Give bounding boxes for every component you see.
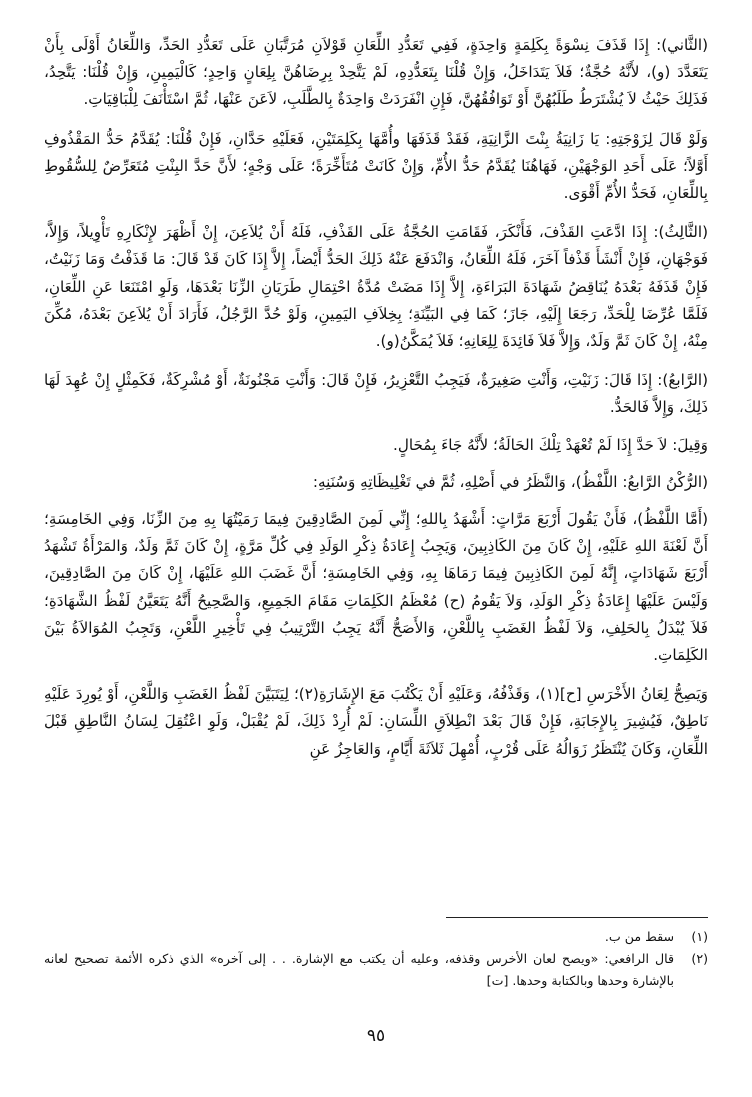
footnotes bbox=[44, 926, 708, 992]
footnote-text: قال الرافعي: «ويصح لعان الأخرس وقذفه، وعليه أن يكتب مع الإشارة. . . إلى آخره» الذي ذكره الأئمة تصحيح لعانه بالإشارة وحدها وبالكتابة وحدها. [ت] bbox=[44, 951, 674, 988]
footnote-item bbox=[44, 948, 708, 992]
footnote-divider bbox=[446, 917, 708, 918]
page-body bbox=[44, 32, 708, 775]
footnote-item bbox=[44, 926, 708, 948]
paragraph-second-issue: (الثَّاني): إِذَا قَذَفَ نِسْوَةً بِكَلِمَةٍ وَاحِدَةٍ، فَفِي تَعَدُّدِ اللِّعَانِ قَوْلاَنِ مُرَتَّبَانِ عَلَى تَعَدُّدِ الحَدِّ، وَاللِّعَانُ أَوْلَى بِأَنْ يَتَعَدَّدَ (و)، لأَنَّهُ حُجَّةٌ؛ فَلاَ يَتَدَاخَلُ، وَإِنْ قُلْنَا بِتَعَدُّدِهِ، لَمْ يَتَّحِدْ بِرِضَاهُنَّ بِلِعَانٍ وَاحِدٍ؛ كَالْيَمِينِ، وَإِنْ قُلْنَا: يَتَّحِدُ، فَذَلِكَ حَيْثُ لاَ يُشْتَرَطُ طَلَبُهُنَّ أَوْ تَوَافُقُهُنَّ، فَإِنِ انْفَرَدَتْ وَاحِدَةٌ بِالطَّلَبِ، لاَعَنَ عَنْهَا، ثُمَّ اسْتَأْنَفَ لِلْبَاقِيَاتِ. bbox=[44, 36, 708, 109]
section-heading-fourth-pillar: (الرُّكْنُ الرَّابعُ: اللَّفْظُ)، وَالنَّظَرُ في أَصْلِهِ، ثُمَّ في تَغْلِيظَاتِهِ وَسُنَنِهِ: bbox=[312, 472, 708, 491]
footnote-number: (١) bbox=[691, 929, 708, 944]
paragraph-third-issue: (الثَّالِثُ): إِذَا ادَّعَتِ القَذْفَ، فَأَنْكَرَ، فَقَامَتِ الحُجَّةُ عَلَى القَذْفِ، فَلَهُ أَنْ يُلاَعِنَ، إِنْ أَظْهَرَ لإِنْكَارِهِ تَأْوِيلاً، وَإِلاَّ، فَوَجْهَانِ، فَإِنْ أَنْشَأَ قَذْفاً آخَرَ، فَلَهُ اللِّعَانُ، وَانْدَفَعَ عَنْهُ ذَلِكَ الحَدُّ أَيْضاً، إِلاَّ إِذَا كَانَ قَدْ قَالَ: مَا قَذَفْتُ وَمَا زَنَيْتُ، فَإِنْ قَذَفَهُ بَعْدَهُ يُنَاقِضُ شَهَادَةَ البَرَاءَةِ، إِلاَّ إِذَا مَضَتْ مُدَّةُ احْتِمَالِ طَرَيَانِ الزِّنَا بَعْدَهَا، وَلَوِ امْتَنَعَا عَنِ اللِّعَانِ، فَلَمَّا عُرِّضَا لِلْحَدِّ، رَجَعَا إِلَيْهِ، جَازَ؛ كَمَا فِي البَيِّنَةِ؛ بِخِلاَفِ اليَمِينِ، وَلَوْ حُدَّ الرَّجُلُ، فَأَرَادَ أَنْ يُلاَعِنَ بَعْدَهُ، مُكِّنَ مِنْهُ، إِنْ كَانَ ثَمَّ وَلَدٌ، وَإِلاَّ فَلاَ فَائِدَةَ لِلِعَانِهِ؛ فَلاَ يُمَكَّنُ(و). bbox=[44, 223, 708, 351]
footnote-text: سقط من ب. bbox=[604, 929, 674, 944]
paragraph-mother-daughter-qadhf: وَلَوْ قَالَ لِزَوْجَتِهِ: يَا زَانِيَةُ بِنْتَ الزَّانِيَةِ، فَقَدْ قَذَفَهَا وأُمَّهَا بِكَلِمَتَيْنِ، فَعَلَيْهِ حَدَّانِ، فَإِنْ قُلْنَا: يُقَدَّمُ حَدُّ المَقْذُوفِ أَوَّلاً؛ عَلَى أَحَدِ الوَجْهَيْنِ، فَهَاهُنَا يُقَدَّمُ حَدُّ الأُمِّ، وَإِنْ كَانَتْ مُتَأَخِّرَةً؛ عَلَى وَجْهٍ؛ لأَنَّ حَدَّ البِنْتِ مُتَعَرِّضٌ لِلسُّقُوطِ بِاللِّعَانِ، فَحَدُّ الأُمِّ أَقْوَى. bbox=[44, 129, 708, 203]
paragraph-fourth-issue: (الرَّابعُ): إِذَا قَالَ: زَنَيْتِ، وَأَنْتِ صَغِيرَةٌ، فَيَجِبُ التَّعْزِيرُ، فَإِنْ قَالَ: وَأَنْتِ مَجْنُونَةٌ، أَوْ مُشْرِكَةٌ، فَكَمِثْلٍ إِنْ عُهِدَ لَهَا ذَلِكَ، وَإِلاَّ فَالحَدُّ. bbox=[44, 371, 708, 417]
footnote-number: (٢) bbox=[691, 951, 708, 966]
page-number: ٩٥ bbox=[366, 1026, 386, 1046]
paragraph-wording: (أَمَّا اللَّفْظُ)، فَأَنْ يَقُولَ أَرْبَعَ مَرَّاتٍ: أَشْهَدُ بِاللهِ؛ إِنِّي لَمِنَ الصَّادِقِينَ فِيمَا رَمَيْتُهَا بِهِ مِنَ الزِّنَا، وَفِي الخَامِسَةِ؛ أَنَّ لَعْنَةَ اللهِ عَلَيْهِ، إِنْ كَانَ مِنَ الكَاذِبِينَ، وَيَجِبُ إِعَادَةُ ذِكْرِ الوَلَدِ فِي كُلِّ مَرَّةٍ، إِنْ كَانَ ثَمَّ وَلَدٌ، وَالمَرْأَةُ تَشْهَدُ أَرْبَعَ شَهَادَاتٍ، إِنَّهُ لَمِنَ الكَاذِبِينَ فِيمَا رَمَاهَا بِهِ، وَفِي الخَامِسَةِ؛ أَنَّ غَضَبَ اللهِ عَلَيْهَا، إِنْ كَانَ مِنَ الصَّادِقِينَ، وَلَيْسَ عَلَيْهَا إِعَادَةُ ذِكْرِ الوَلَدِ، وَلاَ يَقُومُ (ح) مُعْظَمُ الكَلِمَاتِ مَقَامَ الجَمِيعِ، وَالصَّحِيحُ أَنَّهُ يَتَعَيَّنُ لَفْظُ الشَّهَادَةِ؛ فَلاَ يُبْدَلُ بِالحَلِفِ، وَلاَ لَفْظُ الغَضَبِ بِاللَّعْنِ، وَالأَصَحُّ أَنَّهُ يَجِبُ التَّرْتِيبُ فِي تَأْخِيرِ اللَّعْنِ، وَتَجِبُ المُوَالاَةُ بَيْنَ الكَلِمَاتِ. bbox=[44, 510, 708, 665]
paragraph-qila: وَقِيلَ: لاَ حَدَّ إِذَا لَمْ تُعْهَدْ تِلْكَ الحَالَةُ؛ لأَنَّهُ جَاءَ بِمُحَالٍ. bbox=[393, 435, 708, 454]
paragraph-mute-person: وَيَصِحُّ لِعَانُ الأَخْرَسِ [ح](١)، وَقَذْفُهُ، وَعَلَيْهِ أَنْ يَكْتُبَ مَعَ الإِشَارَةِ(٢)؛ لِيَتَبَيَّنَ لَفْظُ الغَضَبِ وَاللَّعْنِ، أَوْ يُورِدَ عَلَيْهِ نَاطِقٌ، فَيُشِيرَ بِالإِجَابَةِ، فَإِنْ قَالَ بَعْدَ انْطِلاَقِ اللِّسَانِ: لَمْ أُرِدْ ذَلِكَ، لَمْ يُقْبَلْ، وَلَوِ اعْتُقِلَ لِسَانُ النَّاطِقِ قَبْلَ اللِّعَانِ، وَكَانَ يُنْتَظَرُ زَوَالُهُ عَلَى قُرْبٍ، أُمْهِلَ ثَلاَثَةَ أَيَّامٍ، وَالعَاجِزُ عَنِ bbox=[44, 685, 709, 758]
